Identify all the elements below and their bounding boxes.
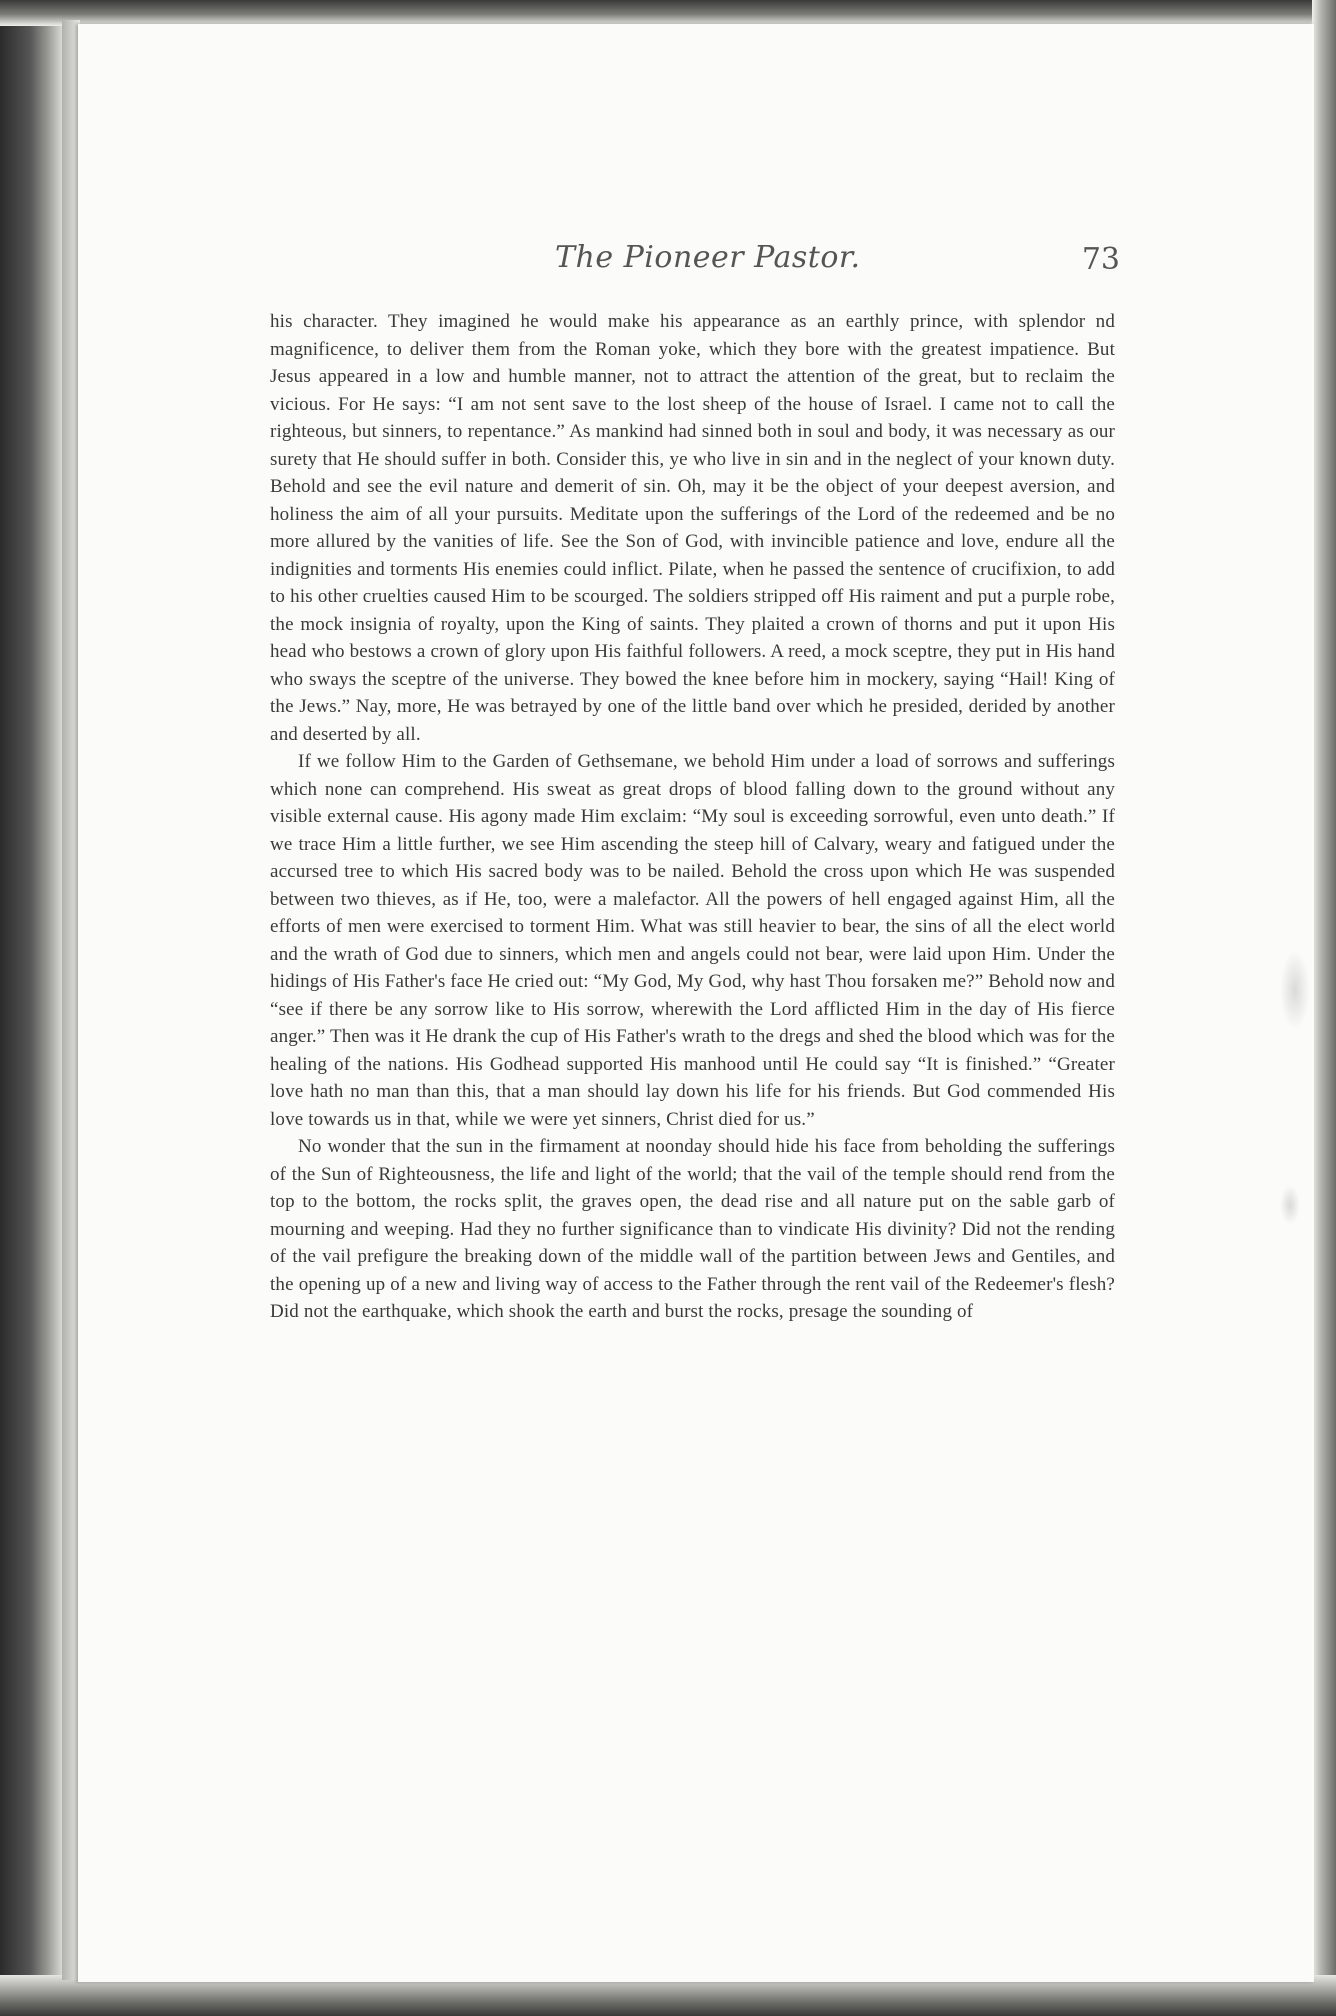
paragraph: If we follow Him to the Garden of Gethsemane, we behold Him under a load of sorrows and sufferings which none can comprehend. His sweat as great drops of blood falling down to the ground without any visible external cause. His agony made Him exclaim: “My soul is exceeding sorrowful, even unto death.” If we trace Him a little further, we see Him ascending the steep hill of Calvary, weary and fatigued under the accursed tree to which His sacred body was to be nailed. Behold the cross upon which He was suspended between two thieves, as if He, too, were a malefactor. All the powers of hell engaged against Him, all the efforts of men were exercised to torment Him. What was still heavier to bear, the sins of all the elect world and the wrath of God due to sinners, which men and angels could not bear, were laid upon Him. Under the hidings of His Father's face He cried out: “My God, My God, why hast Thou forsaken me?” Behold now and “see if there be any sorrow like to His sorrow, wherewith the Lord afflicted Him in the day of His fierce anger.” Then was it He drank the cup of His Father's wrath to the dregs and shed the blood which was for the healing of the nations. His Godhead supported His manhood until He could say “It is finished.” “Greater love hath no man than this, that a man should lay down his life for his friends. But God commended His love towards us in that, while we were yet sinners, Christ died for us.” (270, 751, 1115, 1130)
scan-smudge (1280, 950, 1310, 1030)
scan-edge-right (1312, 0, 1336, 2016)
running-title: The Pioneer Pastor. (555, 240, 861, 275)
body-text (270, 308, 1115, 1326)
scan-edge-left (0, 0, 62, 2016)
scan-smudge (1280, 1185, 1300, 1225)
page-number: 73 (1081, 242, 1120, 277)
paragraph: No wonder that the sun in the firmament at noonday should hide his face from beholding the sufferings of the Sun of Righteousness, the life and light of the world; that the vail of the temple should rend from the top to the bottom, the rocks split, the graves open, the dead rise and all nature put on the sable garb of mourning and weeping. Had they no further significance than to vindicate His divinity? Did not the rending of the vail prefigure the breaking down of the middle wall of the partition between Jews and Gentiles, and the opening up of a new and living way of access to the Father through the rent vail of the Redeemer's flesh? Did not the earthquake, which shook the earth and burst the rocks, presage the sounding of (270, 1136, 1115, 1322)
paragraph: his character. They imagined he would make his appearance as an earthly prince, with splendor nd magnificence, to deliver them from the Roman yoke, which they bore with the greatest impatience. But Jesus appeared in a low and humble manner, not to attract the attention of the great, but to reclaim the vicious. For He says: “I am not sent save to the lost sheep of the house of Israel. I came not to call the righteous, but sinners, to repentance.” As mankind had sinned both in soul and body, it was necessary as our surety that He should suffer in both. Consider this, ye who live in sin and in the neglect of your known duty. Behold and see the evil nature and demerit of sin. Oh, may it be the object of your deepest aversion, and holiness the aim of all your pursuits. Meditate upon the sufferings of the Lord of the redeemed and be no more allured by the vanities of life. See the Son of God, with invincible patience and love, endure all the indignities and torments His enemies could inflict. Pilate, when he passed the sentence of crucifixion, to add to his other cruelties caused Him to be scourged. The soldiers stripped off His raiment and put a purple robe, the mock insignia of royalty, upon the King of saints. They plaited a crown of thorns and put it upon His head who bestows a crown of glory upon His faithful followers. A reed, a mock sceptre, they put in His hand who sways the sceptre of the universe. They bowed the knee before him in mockery, saying “Hail! King of the Jews.” Nay, more, He was betrayed by one of the little band over which he presided, derided by another and deserted by all. (270, 311, 1115, 745)
scan-edge-top (0, 0, 1336, 26)
page-header (270, 240, 1120, 290)
